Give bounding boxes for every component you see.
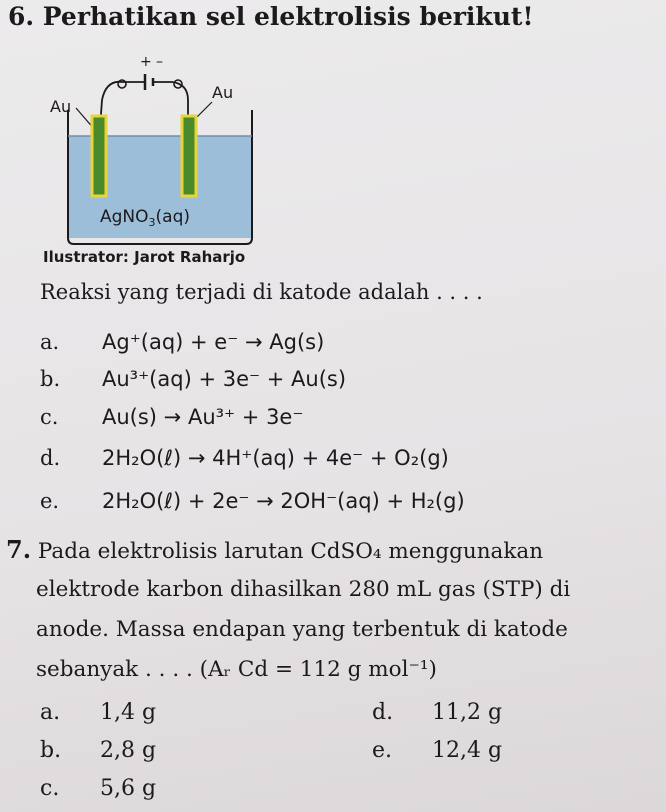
question-7-line-4: sebanyak . . . . (Aᵣ Cd = 112 g mol⁻¹) bbox=[36, 657, 437, 682]
option-label: c. bbox=[40, 776, 60, 801]
solution-label: AgNO$_3$(aq) bbox=[100, 207, 191, 229]
option-label: a. bbox=[40, 700, 61, 725]
q7-option-e[interactable] bbox=[372, 738, 502, 763]
option-label: e. bbox=[40, 489, 60, 513]
right-electrode-label: Au bbox=[212, 83, 234, 102]
option-label: a. bbox=[40, 330, 60, 354]
option-equation: Au³⁺(aq) + 3e⁻ + Au(s) bbox=[102, 367, 347, 391]
option-label: d. bbox=[372, 700, 394, 725]
option-equation: 2H₂O(ℓ) → 4H⁺(aq) + 4e⁻ + O₂(g) bbox=[102, 446, 449, 470]
option-label: d. bbox=[40, 446, 61, 470]
option-equation: Ag⁺(aq) + e⁻ → Ag(s) bbox=[102, 330, 325, 354]
question-7-number: 7. bbox=[6, 535, 32, 564]
option-value: 5,6 g bbox=[100, 776, 157, 801]
plus-sign: + bbox=[140, 54, 152, 70]
option-label: c. bbox=[40, 405, 59, 429]
question-7-line-3: anode. Massa endapan yang terbentuk di katode bbox=[36, 617, 568, 642]
q6-option-a[interactable] bbox=[40, 330, 324, 354]
option-value: 11,2 g bbox=[432, 700, 503, 725]
option-value: 12,4 g bbox=[432, 738, 503, 763]
electrolysis-cell-figure bbox=[40, 40, 300, 260]
minus-sign: – bbox=[156, 54, 163, 70]
option-label: e. bbox=[372, 738, 393, 763]
q7-option-c[interactable] bbox=[40, 776, 156, 801]
question-6-prompt: Reaksi yang terjadi di katode adalah . . . . bbox=[40, 280, 483, 304]
illustrator-credit: Ilustrator: Jarot Raharjo bbox=[43, 248, 246, 266]
question-7 bbox=[6, 530, 662, 690]
option-label: b. bbox=[40, 367, 61, 391]
q7-option-d[interactable] bbox=[372, 700, 502, 725]
left-electrode-label: Au bbox=[50, 97, 72, 116]
q6-option-e[interactable] bbox=[40, 489, 465, 513]
question-7-line-1: Pada elektrolisis larutan CdSO₄ menggunakan bbox=[37, 539, 544, 564]
q6-option-d[interactable] bbox=[40, 446, 449, 470]
q7-option-b[interactable] bbox=[40, 738, 156, 763]
option-equation: Au(s) → Au³⁺ + 3e⁻ bbox=[102, 405, 304, 429]
right-gold-electrode bbox=[182, 116, 196, 196]
q6-option-b[interactable] bbox=[40, 367, 346, 391]
right-label-leader bbox=[196, 102, 212, 118]
option-label: b. bbox=[40, 738, 62, 763]
option-value: 1,4 g bbox=[100, 700, 157, 725]
question-7-line-2: elektrode karbon dihasilkan 280 mL gas (STP) di bbox=[36, 577, 571, 602]
option-value: 2,8 g bbox=[100, 738, 157, 763]
question-6-title: 6. Perhatikan sel elektrolisis berikut! bbox=[8, 2, 534, 31]
q7-option-a[interactable] bbox=[40, 700, 156, 725]
option-equation: 2H₂O(ℓ) + 2e⁻ → 2OH⁻(aq) + H₂(g) bbox=[102, 489, 465, 513]
left-gold-electrode bbox=[92, 116, 106, 196]
q6-option-c[interactable] bbox=[40, 405, 303, 429]
